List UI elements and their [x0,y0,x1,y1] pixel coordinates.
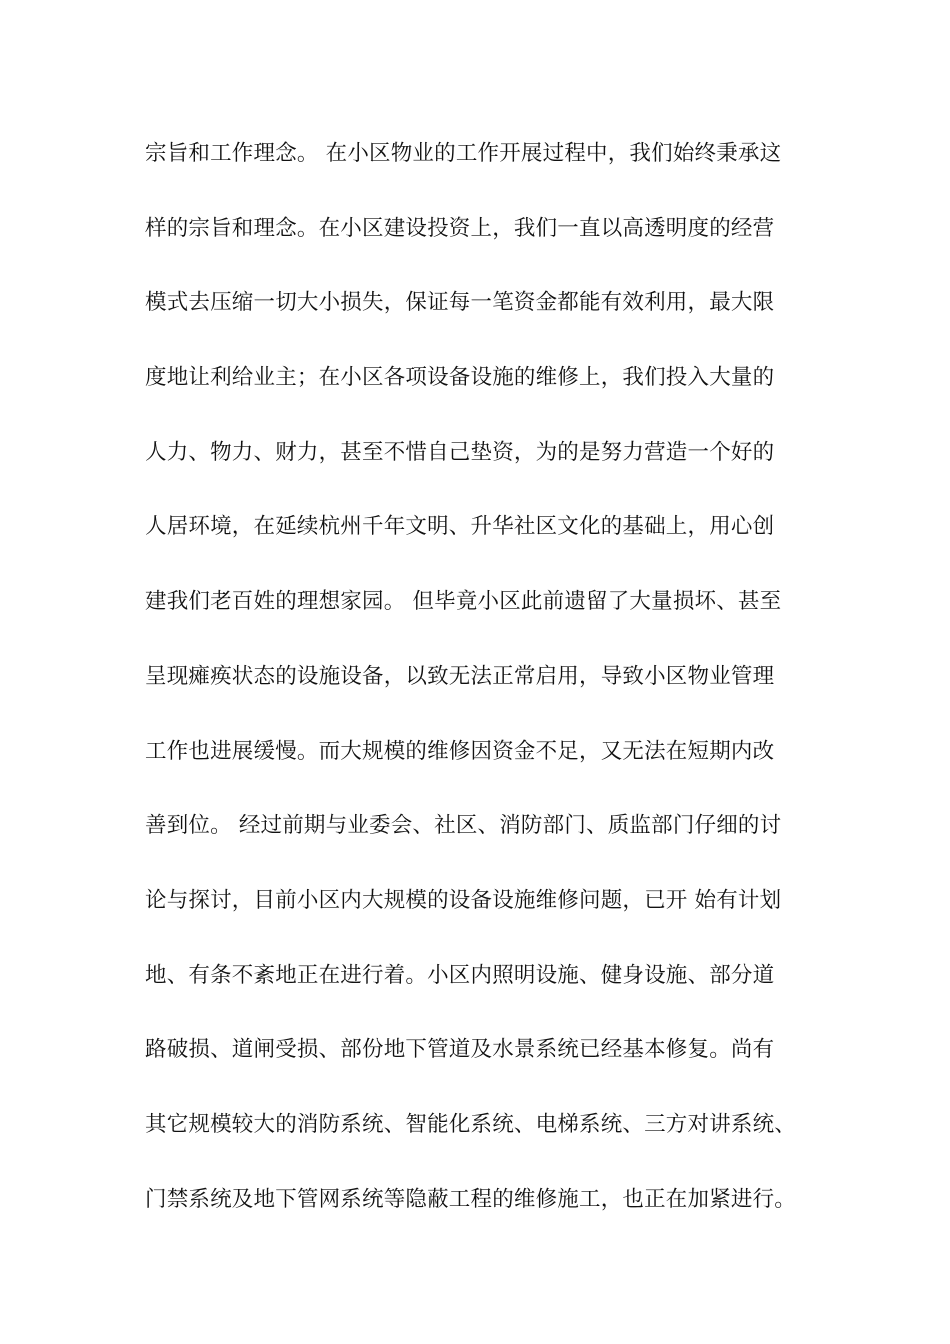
text-line-14: 其它规模较大的消防系统、智能化系统、电梯系统、三方对讲系统、 [145,1111,797,1137]
text-line-10: 善到位。 经过前期与业委会、社区、消防部门、质监部门仔细的讨 [145,813,782,839]
text-line-12: 地、有条不紊地正在进行着。小区内照明设施、健身设施、部分道 [145,962,775,988]
text-line-1: 宗旨和工作理念。 在小区物业的工作开展过程中，我们始终秉承这 [145,141,782,166]
text-line-13: 路破损、道闸受损、部份地下管道及水景系统已经基本修复。尚有 [145,1037,775,1063]
text-line-6: 人居环境，在延续杭州千年文明、升华社区文化的基础上，用心创 [145,514,775,540]
text-line-11: 论与探讨，目前小区内大规模的设备设施维修问题，已开 始有计划 [145,887,782,913]
text-line-4: 度地让利给业主；在小区各项设备设施的维修上，我们投入大量的 [145,365,775,391]
text-line-2: 样的宗旨和理念。在小区建设投资上，我们一直以高透明度的经营 [145,215,775,241]
text-line-15: 门禁系统及地下管网系统等隐蔽工程的维修施工，也正在加紧进行。 [145,1186,797,1212]
text-line-5: 人力、物力、财力，甚至不惜自己垫资，为的是努力营造一个好的 [145,439,775,465]
text-line-8: 呈现瘫痪状态的设施设备，以致无法正常启用，导致小区物业管理 [145,663,775,689]
text-line-9: 工作也进展缓慢。而大规模的维修因资金不足，又无法在短期内改 [145,738,775,764]
text-line-3: 模式去压缩一切大小损失，保证每一笔资金都能有效利用，最大限 [145,290,775,316]
body-text [145,134,845,1254]
text-line-7: 建我们老百姓的理想家园。 但毕竟小区此前遗留了大量损坏、甚至 [145,589,782,615]
